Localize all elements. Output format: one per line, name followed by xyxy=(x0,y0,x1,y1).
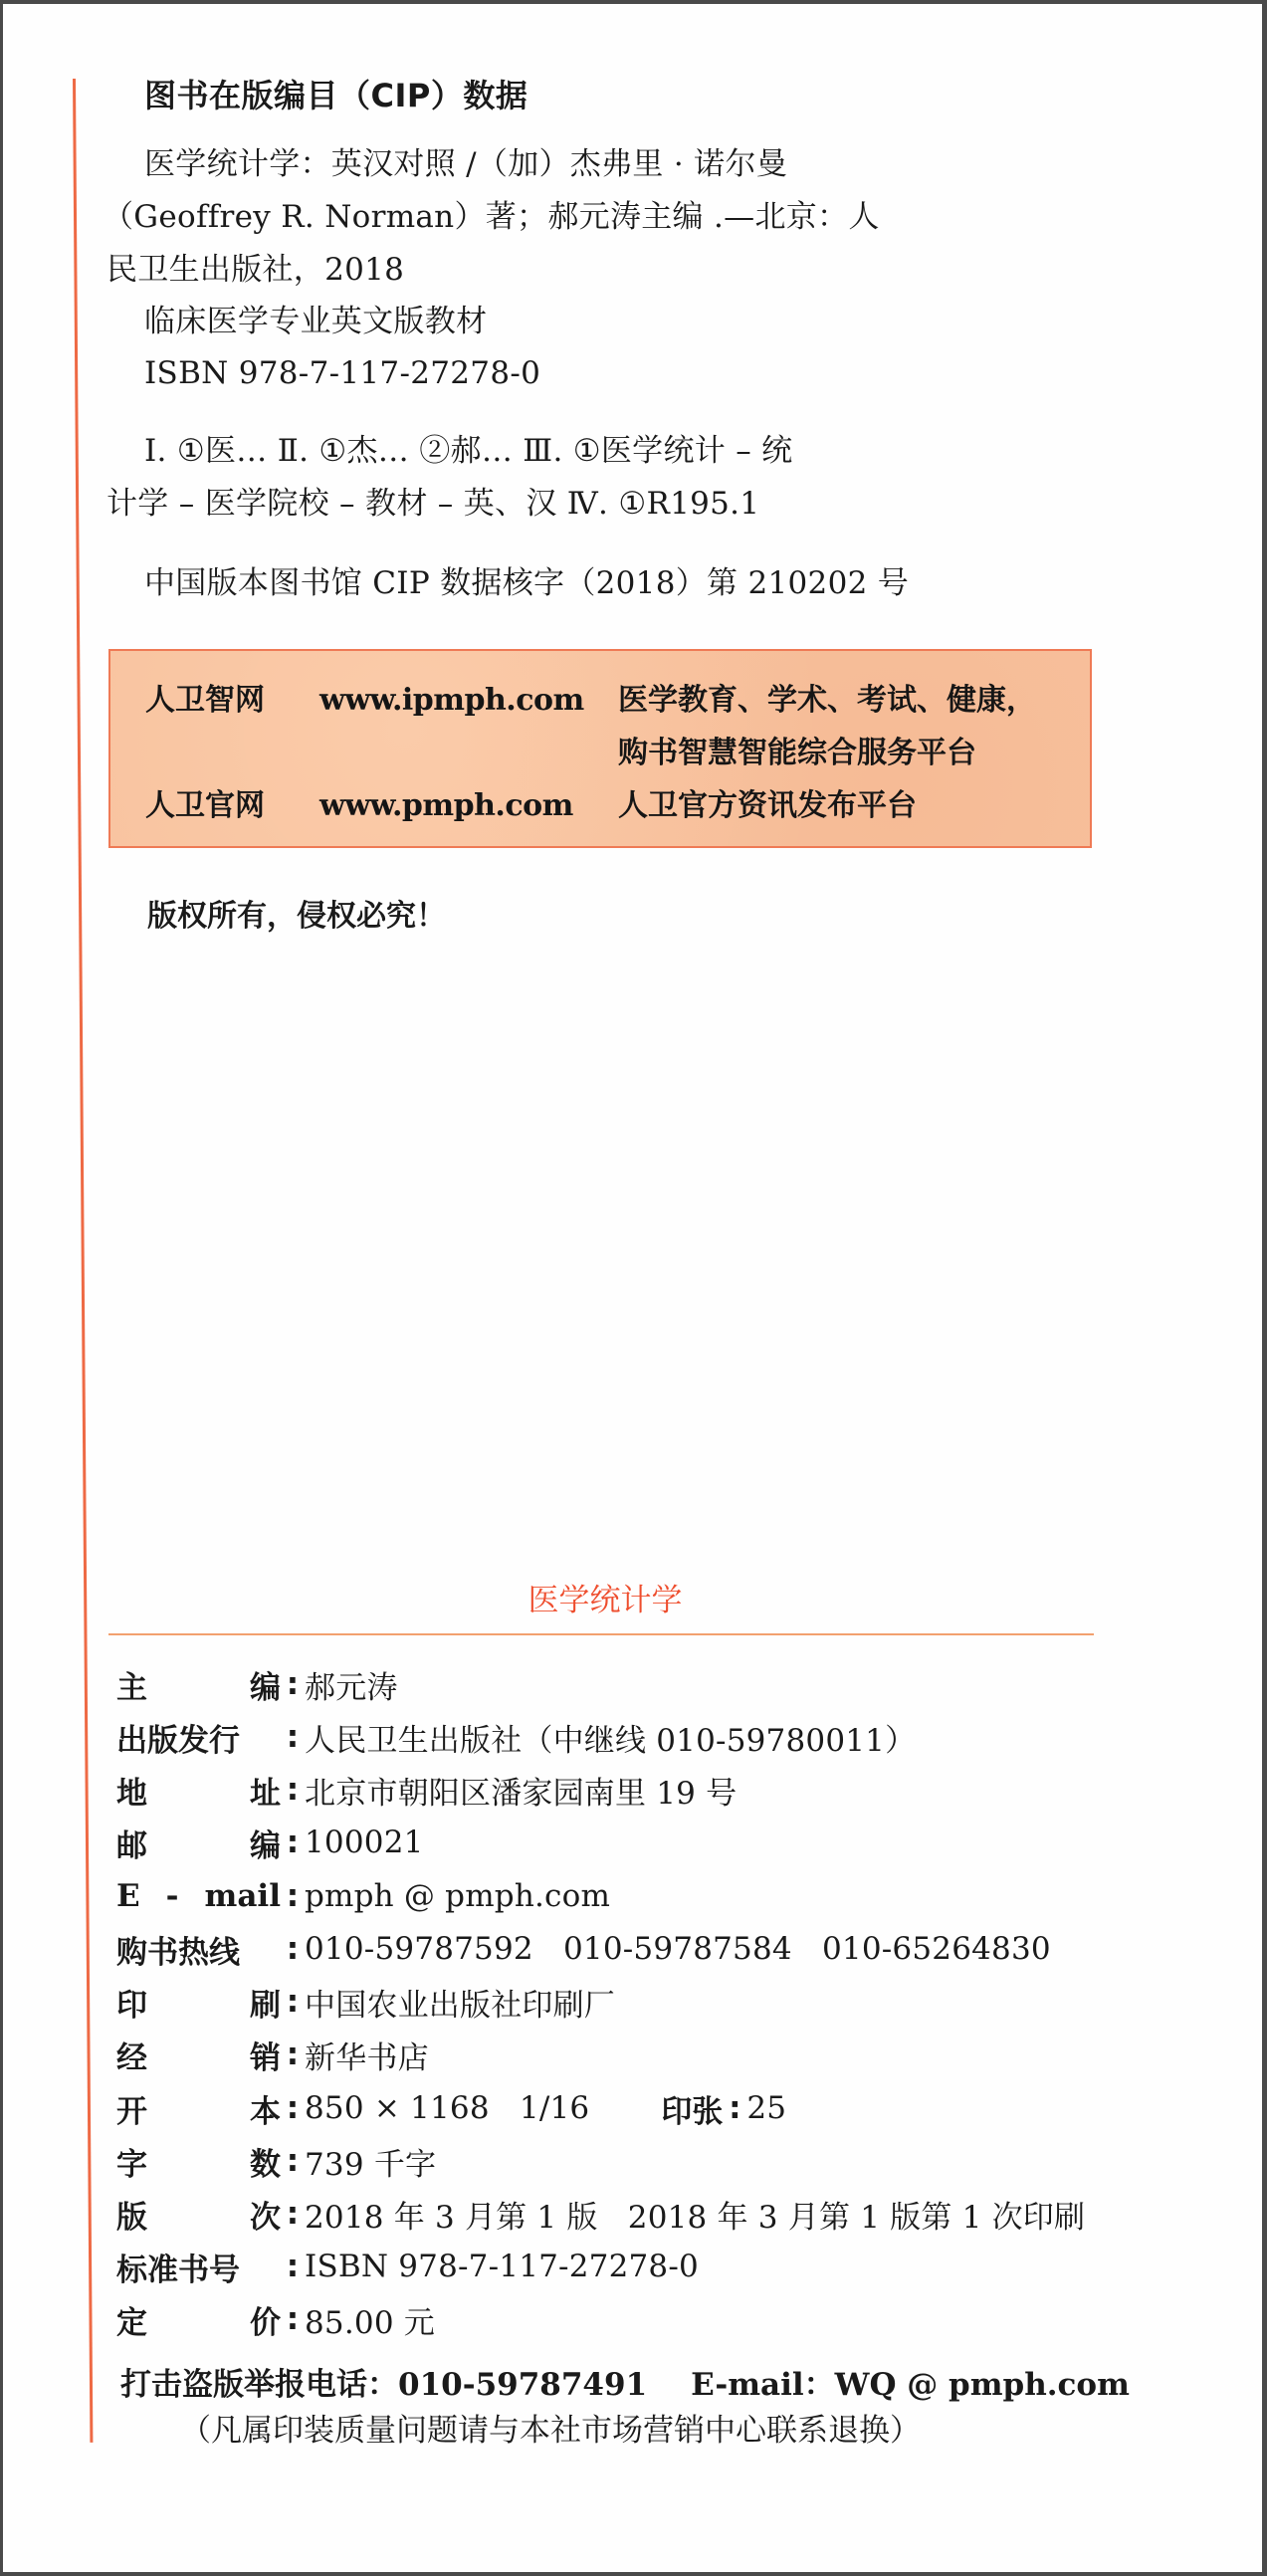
detail-label: 经 销 xyxy=(116,2039,281,2076)
detail-value: 85.00 元 xyxy=(305,2304,436,2341)
detail-label: 邮 编 xyxy=(116,1827,281,1864)
detail-row-email: E - mail : pmph @ pmph.com xyxy=(116,1878,611,1914)
detail-row-publisher: 出版发行 : 人民卫生出版社（中继线 010-59780011） xyxy=(116,1717,916,1757)
detail-value: 850 × 1168 1/16 xyxy=(305,2090,590,2126)
copyright-page xyxy=(3,4,1262,2572)
site-desc: 购书智慧智能综合服务平台 xyxy=(618,736,976,770)
detail-label-sheets: 印张 xyxy=(661,2093,724,2130)
detail-label: 出版发行 xyxy=(116,1722,240,1759)
piracy-email-label: E-mail： xyxy=(691,2367,835,2403)
detail-value: 郝元涛 xyxy=(305,1669,398,1706)
website-info-box xyxy=(108,649,1092,848)
detail-value: 中国农业出版社印刷厂 xyxy=(305,1987,615,2024)
cip-classification: Ⅰ. ①医… Ⅱ. ①杰… ②郝… Ⅲ. ①医学统计 – 统 xyxy=(144,433,793,469)
detail-value: 010-59787592 010-59787584 010-65264830 xyxy=(305,1931,1051,1967)
detail-row-format: 开 本 : 850 × 1168 1/16 印张 : 25 xyxy=(116,2088,786,2128)
detail-value: 新华书店 xyxy=(305,2039,429,2076)
quality-return-note: （凡属印装质量问题请与本社市场营销中心联系退换） xyxy=(180,2413,921,2449)
detail-label: 主 编 xyxy=(116,1669,281,1706)
piracy-label: 打击盗版举报电话： xyxy=(120,2367,398,2403)
left-accent-line xyxy=(73,79,93,2443)
piracy-hotline xyxy=(120,2359,1130,2404)
detail-row-isbn: 标准书号 : ISBN 978-7-117-27278-0 xyxy=(116,2247,699,2286)
detail-label: 开 本 xyxy=(116,2093,281,2130)
cip-line: 民卫生出版社，2018 xyxy=(106,252,405,288)
detail-label: 字 数 xyxy=(116,2146,281,2183)
book-title: 医学统计学 xyxy=(528,1583,683,1618)
detail-value: 2018 年 3 月第 1 版 2018 年 3 月第 1 版第 1 次印刷 xyxy=(305,2199,1086,2236)
detail-value: 100021 xyxy=(305,1825,424,1860)
detail-value: 北京市朝阳区潘家园南里 19 号 xyxy=(305,1775,738,1812)
detail-row-price: 定 价 : 85.00 元 xyxy=(116,2299,435,2339)
site-name: 人卫官网 xyxy=(145,788,265,823)
detail-row-edition: 版 次 : 2018 年 3 月第 1 版 2018 年 3 月第 1 版第 1 次印刷 xyxy=(116,2194,1085,2234)
site-desc: 人卫官方资讯发布平台 xyxy=(618,788,917,823)
site-url[interactable]: www.ipmph.com xyxy=(319,683,584,718)
piracy-phone: 010-59787491 xyxy=(398,2367,648,2403)
cip-line: （Geoffrey R. Norman）著；郝元涛主编 .—北京：人 xyxy=(103,199,880,235)
detail-value: 739 千字 xyxy=(305,2146,437,2183)
cip-line: 医学统计学：英汉对照 /（加）杰弗里 · 诺尔曼 xyxy=(144,146,788,182)
cip-heading: 图书在版编目（CIP）数据 xyxy=(144,77,528,114)
detail-label: 购书热线 xyxy=(116,1934,240,1971)
detail-row-editor: 主 编 : 郝元涛 xyxy=(116,1664,398,1704)
detail-label: 地 址 xyxy=(116,1775,281,1812)
title-divider xyxy=(108,1633,1094,1635)
detail-row-distributor: 经 销 : 新华书店 xyxy=(116,2035,429,2074)
detail-row-hotline: 购书热线 : 010-59787592 010-59787584 010-65264830 xyxy=(116,1929,1051,1969)
detail-row-wordcount: 字 数 : 739 千字 xyxy=(116,2141,436,2181)
detail-value-sheets: 25 xyxy=(746,2090,787,2126)
detail-row-postcode: 邮 编 : 100021 xyxy=(116,1823,424,1862)
site-url[interactable]: www.pmph.com xyxy=(319,788,573,823)
rights-notice: 版权所有，侵权必究！ xyxy=(147,899,446,934)
cip-approval-number: 中国版本图书馆 CIP 数据核字（2018）第 210202 号 xyxy=(144,565,910,601)
detail-label: 标准书号 xyxy=(116,2252,240,2288)
detail-label: 版 次 xyxy=(116,2199,281,2236)
cip-isbn: ISBN 978-7-117-27278-0 xyxy=(144,355,541,391)
detail-value: 人民卫生出版社（中继线 010-59780011） xyxy=(305,1722,917,1759)
detail-label: 印 刷 xyxy=(116,1987,281,2024)
site-name: 人卫智网 xyxy=(145,683,265,718)
cip-classification-cont: 计学 – 医学院校 – 教材 – 英、汉 Ⅳ. ①R195.1 xyxy=(106,486,760,522)
detail-value[interactable]: pmph @ pmph.com xyxy=(305,1878,611,1914)
piracy-email[interactable]: WQ @ pmph.com xyxy=(834,2367,1130,2403)
detail-value: ISBN 978-7-117-27278-0 xyxy=(305,2249,699,2284)
detail-row-address: 地 址 : 北京市朝阳区潘家园南里 19 号 xyxy=(116,1770,737,1810)
detail-label: 定 价 xyxy=(116,2304,281,2341)
cip-series: 临床医学专业英文版教材 xyxy=(144,304,488,339)
site-desc: 医学教育、学术、考试、健康， xyxy=(618,683,1036,718)
detail-row-printer: 印 刷 : 中国农业出版社印刷厂 xyxy=(116,1982,615,2022)
detail-label: E - mail xyxy=(116,1878,281,1914)
